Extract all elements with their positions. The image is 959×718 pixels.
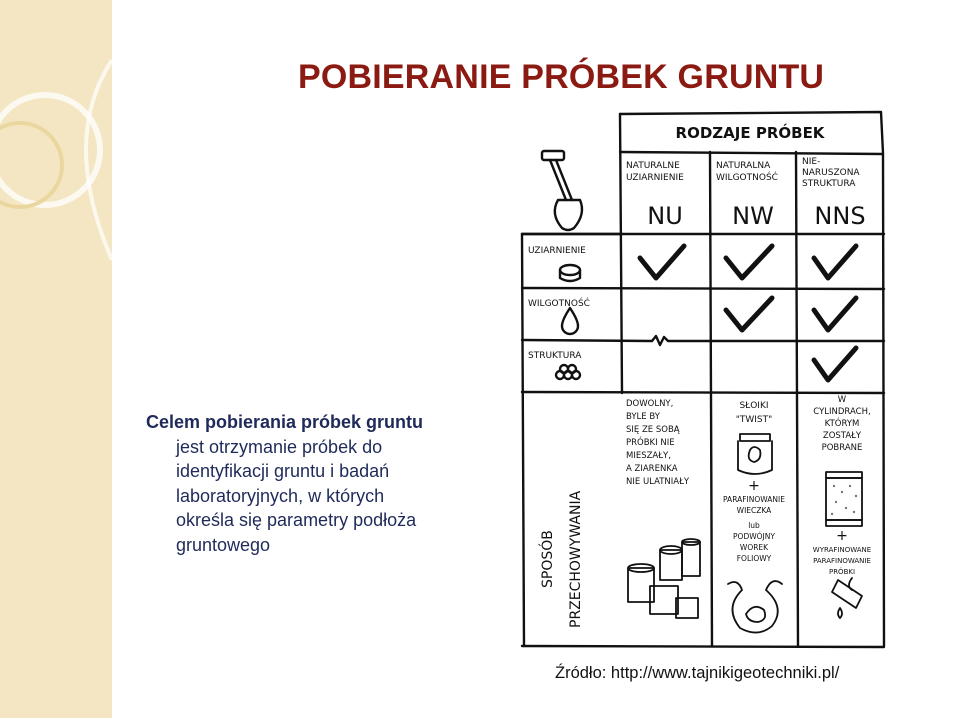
storage-label: SPOSÓB xyxy=(540,530,556,588)
storage-nw-line: WIECZKA xyxy=(736,506,772,515)
column-name: NATURALNE xyxy=(626,161,680,171)
sample-jar-icon xyxy=(560,265,580,275)
storage-nu-line: NIE ULATNIAŁY xyxy=(626,477,690,487)
plus-sign: + xyxy=(836,528,848,544)
drawing-header: RODZAJE PRÓBEK xyxy=(675,124,825,142)
storage-nns-line: POBRANE xyxy=(821,443,863,453)
column-name: NIE- xyxy=(802,157,821,167)
storage-nw-line: PARAFINOWANIE xyxy=(723,495,785,504)
intro-line: gruntowego xyxy=(176,534,271,555)
row-label: STRUKTURA xyxy=(528,351,582,361)
column-code: NNS xyxy=(814,202,866,230)
column-name: NARUSZONA xyxy=(802,168,860,178)
storage-nns-line: KTÓRYM xyxy=(824,419,860,429)
storage-nw-line: PODWÓJNY xyxy=(733,532,775,541)
storage-nw-line: "TWIST" xyxy=(735,415,773,425)
checkmark-icon xyxy=(726,298,772,330)
storage-nu-line: SIĘ ZE SOBĄ xyxy=(626,425,680,435)
column-name: WILGOTNOŚĆ xyxy=(716,173,778,183)
intro-text xyxy=(146,410,446,557)
storage-nns-line: W xyxy=(837,395,847,405)
storage-nw-line: WOREK xyxy=(739,543,769,552)
shovel-icon xyxy=(542,151,582,230)
left-decorative-strip xyxy=(0,0,112,718)
storage-nns-line: PRÓBKI xyxy=(828,568,856,576)
slide-title: POBIERANIE PRÓBEK GRUNTU xyxy=(298,58,825,96)
checkmark-icon xyxy=(814,348,856,380)
row-label: WILGOTNOŚĆ xyxy=(528,299,590,309)
intro-line: laboratoryjnych, w których xyxy=(176,485,385,506)
storage-nns-line: CYLINDRACH, xyxy=(813,407,871,417)
storage-nw-line: FOLIOWY xyxy=(736,554,772,563)
storage-nu-line: BYLE BY xyxy=(626,412,660,422)
column-name: NATURALNA xyxy=(716,161,771,171)
intro-lead: Celem pobierania próbek gruntu xyxy=(146,412,424,432)
sample-types-drawing xyxy=(510,108,892,653)
storage-nu-line: PRÓBKI NIE xyxy=(626,438,675,448)
checkmark-icon xyxy=(814,298,856,330)
storage-label: PRZECHOWYWANIA xyxy=(568,490,584,628)
decorative-curves xyxy=(0,0,112,718)
storage-nu-line: DOWOLNY, xyxy=(626,399,674,409)
storage-nu-line: A ZIARENKA xyxy=(626,464,678,474)
checkmark-icon xyxy=(640,246,684,278)
column-name: STRUKTURA xyxy=(802,179,856,189)
water-drop-icon xyxy=(562,308,578,334)
intro-line: jest otrzymanie próbek do xyxy=(176,436,383,457)
intro-line: identyfikacji gruntu i badań xyxy=(176,461,390,481)
soil-grains-icon xyxy=(556,365,580,379)
storage-nw-line: lub xyxy=(748,521,760,530)
cylinder-sample-sketch xyxy=(826,472,862,618)
plus-sign: + xyxy=(748,478,760,494)
column-code: NW xyxy=(732,202,774,230)
checkmark-icon xyxy=(814,246,856,278)
source-citation: Źródło: http://www.tajnikigeotechniki.pl/ xyxy=(555,664,840,682)
storage-nw-line: SŁOIKI xyxy=(739,401,769,411)
containers-sketch xyxy=(628,539,700,618)
row-label: UZIARNIENIE xyxy=(528,246,586,256)
storage-nns-line: WYRAFINOWANE xyxy=(812,546,872,554)
storage-nns-line: PARAFINOWANIE xyxy=(813,557,871,565)
column-name: UZIARNIENIE xyxy=(626,173,684,183)
intro-line: określa się parametry podłoża xyxy=(176,510,417,530)
checkmark-icon xyxy=(726,246,772,278)
column-code: NU xyxy=(647,202,683,230)
storage-nns-line: ZOSTAŁY xyxy=(822,431,862,441)
storage-nu-line: MIESZAŁY, xyxy=(626,451,671,461)
